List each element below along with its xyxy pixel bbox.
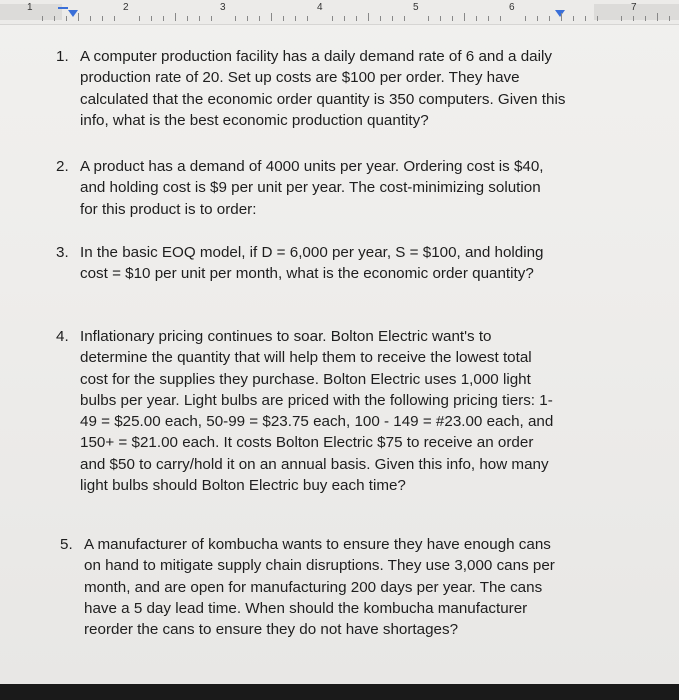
ruler-tick: [114, 16, 115, 21]
ruler-tick: [78, 13, 79, 21]
question-number: 3.: [56, 244, 69, 261]
ruler-number: 4: [317, 2, 323, 13]
ruler-tick: [476, 16, 477, 21]
ruler-tick: [139, 16, 140, 21]
ruler-tick: [585, 16, 586, 21]
ruler-tick: [344, 16, 345, 21]
ruler-number: 3: [220, 2, 226, 13]
ruler-tick: [669, 16, 670, 21]
question-number: 4.: [56, 328, 69, 345]
first-line-indent-marker[interactable]: [58, 7, 68, 9]
question-5: [60, 534, 560, 640]
ruler-tick: [295, 16, 296, 21]
ruler-number: 6: [509, 2, 515, 13]
question-4: [56, 326, 562, 496]
ruler-tick: [645, 16, 646, 21]
question-text: Inflationary pricing continues to soar. Bolton Electric want's to determine the quantity that will help them to receive the lowest total cost for the supplies they purchase. Bolton Electric uses 1,000 light bulbs per year. Light bulbs are priced with the following pricing tiers: 1-49 = $25.00 each, 50-99 = $23.75 each, 100 - 149 = #23.00 each, and 150+ = $21.00 each. It costs Bolton Electric $75 to receive an order and $50 to carry/hold it on an annual basis. Given this info, how many light bulbs should Bolton Electric buy each time?: [80, 328, 554, 495]
question-number: 5.: [60, 536, 73, 553]
question-1: [56, 46, 572, 131]
ruler-tick: [90, 16, 91, 21]
right-indent-marker[interactable]: [555, 10, 565, 17]
ruler-tick: [404, 16, 405, 21]
ruler-tick: [307, 16, 308, 21]
ruler-tick: [488, 16, 489, 21]
question-text: A computer production facility has a daily demand rate of 6 and a daily production rate of 20. Set up costs are $100 per order. They have calculated that the economic order quantity is 350 computers. Given this info, what is the best economic production quantity?: [80, 48, 566, 129]
ruler-tick: [440, 16, 441, 21]
ruler-tick: [525, 16, 526, 21]
ruler-tick: [561, 13, 562, 21]
ruler-tick: [102, 16, 103, 21]
ruler-tick: [368, 13, 369, 21]
ruler-tick: [597, 16, 598, 21]
ruler-tick: [199, 16, 200, 21]
ruler-tick: [332, 16, 333, 21]
question-2: [56, 156, 550, 220]
question-text: In the basic EOQ model, if D = 6,000 per year, S = $100, and holding cost = $10 per unit per month, what is the economic order quantity?: [80, 244, 544, 283]
screen-bottom-edge: [0, 684, 679, 700]
ruler[interactable]: [0, 0, 679, 25]
ruler-tick: [621, 16, 622, 21]
ruler-tick: [452, 16, 453, 21]
ruler-tick: [54, 16, 55, 21]
ruler-tick: [235, 16, 236, 21]
ruler-tick: [573, 16, 574, 21]
ruler-number: 7: [631, 2, 637, 13]
ruler-tick: [283, 16, 284, 21]
ruler-tick: [42, 16, 43, 21]
ruler-tick: [175, 13, 176, 21]
ruler-tick: [151, 16, 152, 21]
ruler-tick: [537, 16, 538, 21]
question-text: A manufacturer of kombucha wants to ensure they have enough cans on hand to mitigate supply chain disruptions. They use 3,000 cans per month, and are open for manufacturing 200 days per year. The cans have a 5 day lead time. When should the kombucha manufacturer reorder the cans to ensure they do not have shortages?: [84, 536, 555, 639]
ruler-tick: [271, 13, 272, 21]
question-number: 1.: [56, 48, 69, 65]
ruler-tick: [247, 16, 248, 21]
ruler-tick: [211, 16, 212, 21]
ruler-tick: [633, 16, 634, 21]
ruler-tick: [380, 16, 381, 21]
ruler-tick: [657, 13, 658, 21]
ruler-tick: [428, 16, 429, 21]
question-text: A product has a demand of 4000 units per year. Ordering cost is $40, and holding cost is $9 per unit per year. The cost-minimizing solution for this product is to order:: [80, 158, 544, 218]
ruler-tick: [66, 16, 67, 21]
ruler-number: 2: [123, 2, 129, 13]
question-3: [56, 242, 552, 285]
ruler-tick: [500, 16, 501, 21]
ruler-tick: [356, 16, 357, 21]
left-indent-marker[interactable]: [68, 10, 78, 17]
ruler-tick: [259, 16, 260, 21]
ruler-tick: [163, 16, 164, 21]
ruler-tick: [187, 16, 188, 21]
question-number: 2.: [56, 158, 69, 175]
ruler-tick: [464, 13, 465, 21]
ruler-tick: [392, 16, 393, 21]
ruler-number: 5: [413, 2, 419, 13]
ruler-tick: [549, 16, 550, 21]
ruler-number: 1: [27, 2, 33, 13]
